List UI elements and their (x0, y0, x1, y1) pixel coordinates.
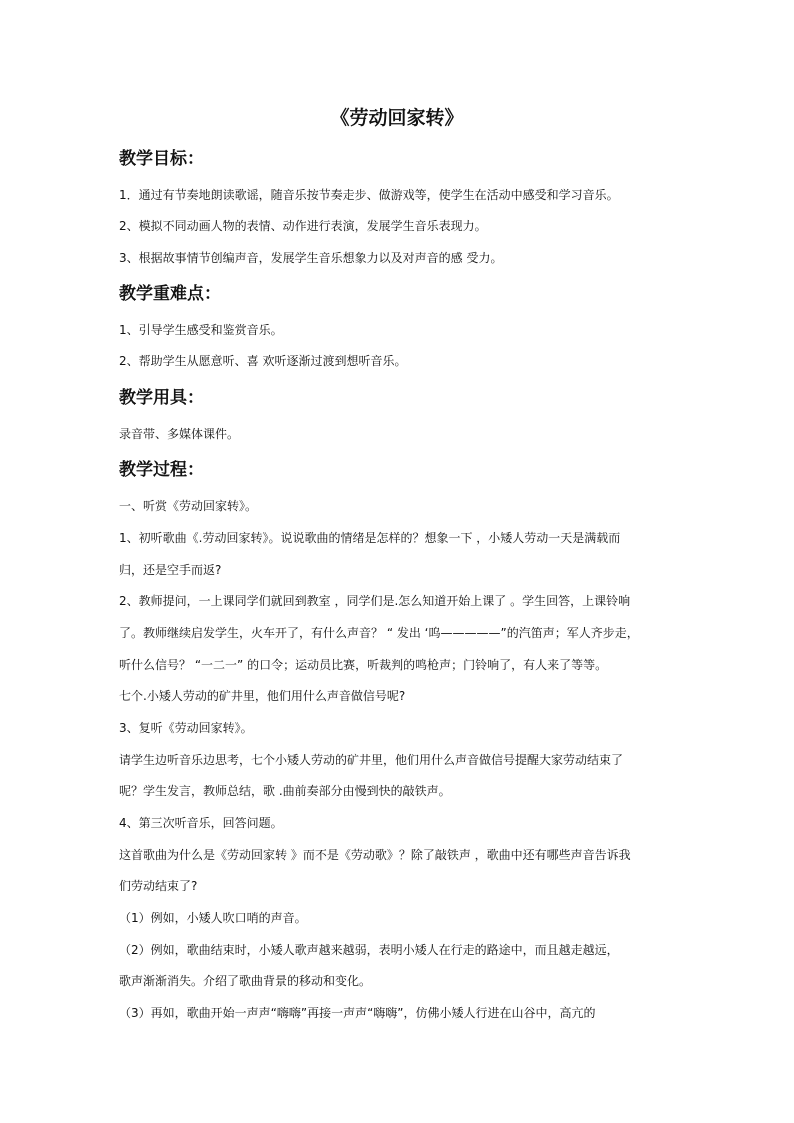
paragraph-line: 2、教师提问，一上课同学们就回到教室 ，同学们是.怎么知道开始上课了 。学生回答，上课铃响 (119, 594, 631, 608)
section-heading-key-points: 教学重难点： (119, 284, 221, 304)
section-heading-materials: 教学用具： (119, 388, 204, 408)
paragraph-line: 了。教师继续启发学生，火车开了，有什么声音？ “ 发出 ‘呜—————”的汽笛声；军人齐步走， (119, 626, 639, 640)
paragraph-line: 们劳动结束了? (119, 879, 198, 893)
paragraph-line: 请学生边听音乐边思考，七个小矮人劳动的矿井里，他们用什么声音做信号提醒大家劳动结束了 (119, 753, 624, 767)
section-heading-process: 教学过程： (119, 460, 204, 480)
document-title: 《劳动回家转》 (330, 107, 464, 129)
paragraph-line: 归，还是空手而返? (119, 563, 222, 577)
paragraph-line: 2、帮助学生从愿意听、喜 欢听逐渐过渡到想听音乐。 (119, 354, 407, 368)
section-heading-objectives: 教学目标： (119, 149, 204, 169)
paragraph-line: （3）再如，歌曲开始一声声“嗨嗨”再接一声声“嗨嗨”，仿佛小矮人行进在山谷中，高亢的 (119, 1006, 596, 1020)
paragraph-line: 1、引导学生感受和鉴赏音乐。 (119, 323, 283, 337)
paragraph-line: 3、根据故事情节创编声音，发展学生音乐想象力以及对声音的感 受力。 (119, 251, 503, 265)
paragraph-line: 一、听赏《劳动回家转》。 (119, 499, 258, 513)
paragraph-line: 1、初听歌曲《.劳动回家转》。说说歌曲的情绪是怎样的？想象一下 ，小矮人劳动一天是满载而 (119, 531, 621, 545)
paragraph-line: 3、复听《劳动回家转》。 (119, 721, 253, 735)
paragraph-line: 七个.小矮人劳动的矿井里，他们用什么声音做信号呢? (119, 689, 406, 703)
paragraph-line: 录音带、多媒体课件。 (119, 427, 240, 441)
paragraph-line: 1．通过有节奏地朗读歌谣，随音乐按节奏走步、做游戏等，使学生在活动中感受和学习音乐。 (119, 188, 619, 202)
paragraph-line: 听什么信号？ “一二一” 的口令；运动员比赛，听裁判的鸣枪声；门铃响了，有人来了等等。 (119, 658, 608, 672)
paragraph-line: 这首歌曲为什么是《劳动回家转 》而不是《劳动歌》？除了敲铁声 ，歌曲中还有哪些声音告诉我 (119, 848, 631, 862)
paragraph-line: 2、模拟不同动画人物的表情、动作进行表演，发展学生音乐表现力。 (119, 219, 487, 233)
paragraph-line: 4、第三次听音乐，回答问题。 (119, 816, 283, 830)
paragraph-line: 歌声渐渐消失。介绍了歌曲背景的移动和变化。 (119, 974, 372, 988)
paragraph-line: （1）例如，小矮人吹口哨的声音。 (119, 911, 307, 925)
paragraph-line: 呢？学生发言，教师总结，歌 .曲前奏部分由慢到快的敲铁声。 (119, 784, 451, 798)
paragraph-line: （2）例如，歌曲结束时，小矮人歌声越来越弱，表明小矮人在行走的路途中，而且越走越远， (119, 943, 619, 957)
